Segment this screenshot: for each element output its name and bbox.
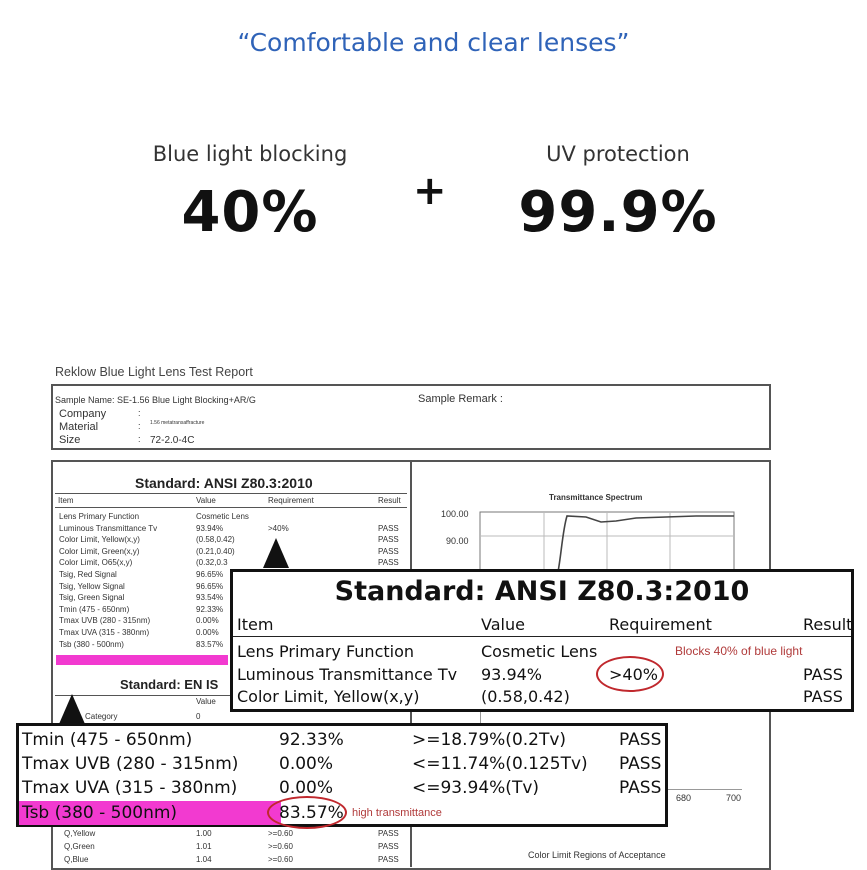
info-colon: : (138, 434, 141, 444)
bottom-row-item: Q,Green (64, 842, 95, 851)
zoom-callout-transmittance (16, 723, 668, 827)
zoom2-row-value: 83.57% (279, 803, 344, 823)
zoom-col-value: Value (481, 615, 525, 634)
divider (55, 507, 407, 508)
zoom-row-value: (0.58,0.42) (481, 687, 570, 706)
zoom2-row-result: PASS (619, 730, 662, 750)
zoom2-row-item: Tmax UVA (315 - 380nm) (22, 778, 238, 798)
zoom-col-requirement: Requirement (609, 615, 712, 634)
bottom-row-result: PASS (378, 855, 399, 864)
report-row-result: PASS (378, 535, 399, 545)
info-colon: : (138, 421, 141, 431)
zoom2-row-item: Tsb (380 - 500nm) (22, 803, 178, 823)
pointer-arrow-icon (59, 694, 85, 724)
zoom-row-value: Cosmetic Lens (481, 642, 598, 661)
zoom-row-result: PASS (803, 687, 843, 706)
zoom-row-item: Luminous Transmittance Tv (237, 665, 458, 684)
tsb-row-highlight (56, 655, 228, 665)
report-row-value: 0.00% (196, 628, 219, 637)
report-row-value: 93.54% (196, 593, 224, 603)
report-row-item: Tsig, Green Signal (59, 593, 125, 603)
tsb-value-circle (267, 796, 347, 829)
report-title: Reklow Blue Light Lens Test Report (55, 365, 253, 379)
col-requirement: Requirement (268, 496, 314, 505)
plus-sign: + (413, 168, 447, 214)
bottom-row-req: >=0.60 (268, 829, 293, 838)
report-row-result: PASS (378, 546, 399, 556)
y-tick-90: 90.00 (446, 536, 469, 546)
report-row-value: (0.21,0.40) (196, 546, 235, 556)
info-colon: : (138, 408, 141, 418)
bottom-row-value: 1.04 (196, 855, 212, 864)
sample-info-box (51, 384, 771, 450)
zoom-standard-title: Standard: ANSI Z80.3:2010 (334, 576, 750, 607)
zoom2-row-requirement: >=18.79%(0.2Tv) (412, 730, 567, 750)
report-row-item: Tmin (475 - 650nm) (59, 604, 130, 614)
zoom-row-item: Color Limit, Yellow(x,y) (237, 687, 420, 706)
zoom-col-item: Item (237, 615, 274, 634)
divider (55, 493, 407, 494)
blue-light-label: Blue light blocking (152, 142, 348, 166)
bottom-row-result: PASS (378, 829, 399, 838)
uv-value: 99.9% (518, 180, 718, 245)
x-tick-680: 680 (676, 793, 692, 803)
zoom2-row-value: 92.33% (279, 730, 344, 750)
col-result: Result (378, 496, 401, 505)
chart-title: Transmittance Spectrum (549, 493, 643, 502)
divider (233, 636, 851, 637)
zoom-col-result: Result (803, 615, 853, 634)
zoom2-row-result: PASS (619, 754, 662, 774)
zoom-row-requirement: >40% (609, 665, 658, 684)
x-tick-700: 700 (726, 793, 742, 803)
zoom2-row-item: Tmin (475 - 650nm) (22, 730, 193, 750)
zoom2-row-item: Tmax UVB (280 - 315nm) (22, 754, 239, 774)
info-label-company: Company (59, 408, 107, 420)
bottom-row-req: >=0.60 (268, 842, 293, 851)
report-row-value: 92.33% (196, 604, 224, 614)
zoom2-row-requirement: <=93.94%(Tv) (412, 778, 540, 798)
report-row-value: Cosmetic Lens (196, 512, 249, 521)
report-row-result: PASS (378, 523, 399, 533)
size-value: 72-2.0-4C (150, 435, 195, 446)
report-row-item: Tmax UVB (280 - 315nm) (59, 616, 151, 626)
sample-remark: Sample Remark : (418, 393, 503, 405)
category-label: Category (85, 712, 118, 721)
zoom-row-item: Lens Primary Function (237, 642, 415, 661)
zoom2-row-result: PASS (619, 778, 662, 798)
zoom2-row-requirement: <=11.74%(0.125Tv) (412, 754, 588, 774)
col-item: Item (58, 496, 74, 505)
col-value-en: Value (196, 697, 216, 706)
pointer-arrow-icon (263, 538, 289, 568)
info-label-material: Material (59, 421, 99, 433)
category-value: 0 (196, 712, 201, 721)
bottom-row-result: PASS (378, 842, 399, 851)
bottom-row-value: 1.01 (196, 842, 212, 851)
bottom-row-item: Q,Yellow (64, 829, 96, 838)
requirement-circle (596, 656, 664, 692)
col-value: Value (196, 496, 216, 505)
standard-en-title: Standard: EN IS (120, 677, 219, 692)
zoom-callout-ansi (230, 569, 854, 712)
chart-footer: Color Limit Regions of Acceptance (528, 850, 666, 860)
standard-title: Standard: ANSI Z80.3:2010 (135, 475, 313, 491)
zoom-row-value: 93.94% (481, 665, 543, 684)
report-row-item: Color Limit, Green(x,y) (59, 546, 140, 556)
report-row-item: Lens Primary Function (59, 512, 140, 521)
y-tick-100: 100.00 (441, 509, 469, 519)
zoom-row-result: PASS (803, 665, 843, 684)
info-label-size: Size (59, 434, 81, 446)
report-row-item: Luminous Transmittance Tv (59, 523, 158, 533)
report-row-item: Color Limit, Yellow(x,y) (59, 535, 140, 545)
zoom2-row-value: 0.00% (279, 778, 334, 798)
material-value: 1.56 metatransaffracture (150, 420, 205, 426)
report-row-value: (0.32,0.3 (196, 558, 228, 568)
blue-light-note: Blocks 40% of blue light (675, 644, 803, 658)
zoom2-row-value: 0.00% (279, 754, 334, 774)
report-row-value: 93.94% (196, 523, 224, 533)
report-row-value: 0.00% (196, 616, 219, 626)
bottom-row-value: 1.00 (196, 829, 212, 838)
headline: “Comfortable and clear lenses” (237, 28, 630, 57)
bottom-row-item: Q,Blue (64, 855, 89, 864)
report-row-item: Color Limit, O65(x,y) (59, 558, 133, 568)
report-row-value: (0.58,0.42) (196, 535, 235, 545)
report-row-item: Tsig, Yellow Signal (59, 581, 125, 591)
uv-label: UV protection (546, 142, 690, 166)
report-row-req: >40% (268, 523, 289, 533)
report-row-result: PASS (378, 558, 399, 568)
sample-name: Sample Name: SE-1.56 Blue Light Blocking+AR/G (55, 395, 256, 405)
report-row-item: Tmax UVA (315 - 380nm) (59, 628, 150, 637)
report-row-value: 96.65% (196, 581, 224, 591)
report-row-item: Tsig, Red Signal (59, 570, 117, 579)
bottom-row-req: >=0.60 (268, 855, 293, 864)
report-row-value: 96.65% (196, 570, 224, 579)
report-row-item: Tsb (380 - 500nm) (59, 639, 124, 649)
blue-light-value: 40% (181, 180, 319, 245)
high-transmittance-note: high transmittance (352, 807, 442, 819)
report-row-value: 83.57% (196, 639, 224, 649)
